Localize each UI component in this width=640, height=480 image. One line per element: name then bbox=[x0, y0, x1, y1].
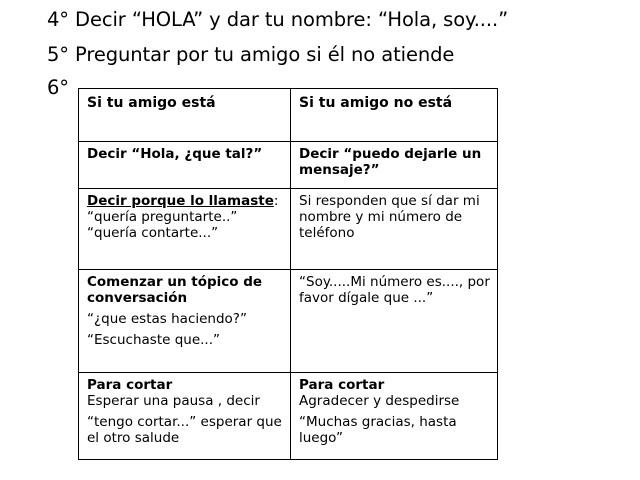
reason-colon: : bbox=[273, 193, 279, 209]
farewell-example: “Muchas gracias, hasta luego” bbox=[299, 414, 457, 446]
topic-example-2: “Escuchaste que...” bbox=[87, 332, 221, 348]
header-cell-present bbox=[79, 89, 291, 142]
table-row bbox=[79, 270, 498, 373]
header-absent-label: Si tu amigo no está bbox=[299, 95, 453, 111]
table-cell bbox=[291, 142, 498, 189]
greeting-text: Decir “Hola, ¿que tal?” bbox=[87, 146, 263, 162]
topic-title: Comenzar un tópico de conversación bbox=[87, 274, 263, 306]
table-cell bbox=[291, 270, 498, 373]
table-row bbox=[79, 189, 498, 270]
reason-example-1: “quería preguntarte..” bbox=[87, 209, 238, 225]
table-row bbox=[79, 142, 498, 189]
header-present-label: Si tu amigo está bbox=[87, 95, 216, 111]
reason-title: Decir porque lo llamaste bbox=[87, 193, 274, 209]
leave-message-text: Decir “puedo dejarle un mensaje?” bbox=[299, 146, 482, 178]
give-name-number-text: Si responden que sí dar mi nombre y mi número de teléfono bbox=[299, 193, 480, 241]
hangup-step-1: Esperar una pausa , decir bbox=[87, 393, 260, 409]
message-script-text: “Soy.....Mi número es...., por favor dígale que ...” bbox=[299, 274, 490, 306]
step-5-text: 5° Preguntar por tu amigo si él no atiende bbox=[47, 43, 455, 66]
hangup-title-left: Para cortar bbox=[87, 377, 173, 393]
step-4-text: 4° Decir “HOLA” y dar tu nombre: “Hola, soy....” bbox=[47, 8, 509, 31]
table-header-row bbox=[79, 89, 498, 142]
reason-example-2: “quería contarte...” bbox=[87, 225, 219, 241]
table-cell bbox=[79, 189, 291, 270]
table-cell bbox=[79, 373, 291, 460]
table-cell bbox=[291, 189, 498, 270]
hangup-title-right: Para cortar bbox=[299, 377, 385, 393]
topic-example-1: “¿que estas haciendo?” bbox=[87, 311, 247, 327]
table-cell bbox=[79, 142, 291, 189]
phone-call-table bbox=[78, 88, 498, 460]
step-6-text: 6° bbox=[47, 76, 69, 99]
farewell-text: Agradecer y despedirse bbox=[299, 393, 460, 409]
header-cell-absent bbox=[291, 89, 498, 142]
hangup-step-2: “tengo cortar...” esperar que el otro salude bbox=[87, 414, 282, 446]
table-row bbox=[79, 373, 498, 460]
table-cell bbox=[79, 270, 291, 373]
table-cell bbox=[291, 373, 498, 460]
